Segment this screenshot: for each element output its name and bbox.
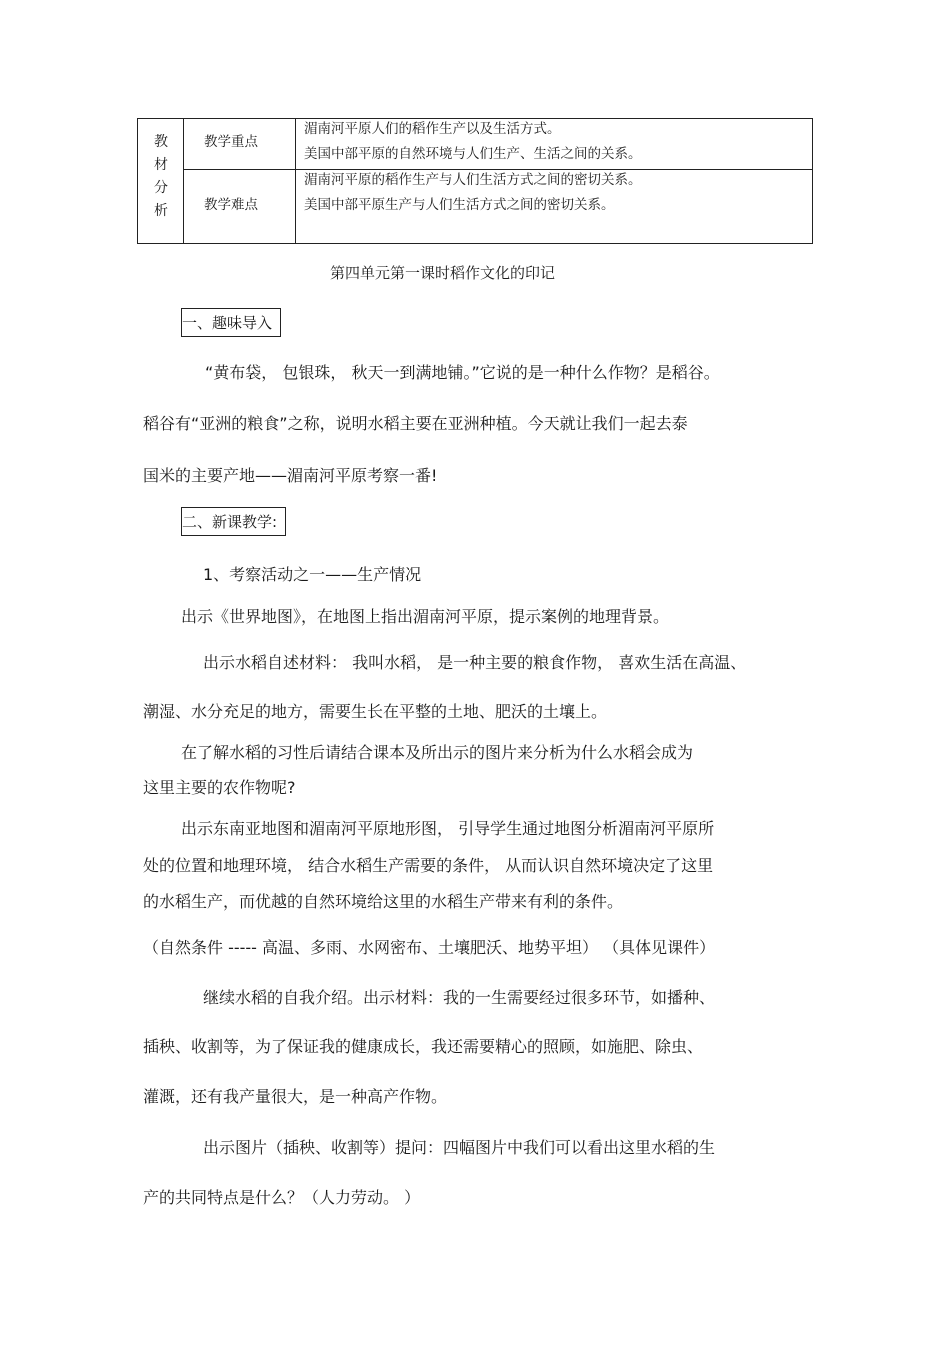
paragraph-line: 出示东南亚地图和湄南河平原地形图， 引导学生通过地图分析湄南河平原所 xyxy=(181,819,715,838)
paragraph-line: 出示图片（插秧、收割等）提问：四幅图片中我们可以看出这里水稻的生 xyxy=(203,1138,716,1157)
paragraph-line: 处的位置和地理环境， 结合水稻生产需要的条件， 从而认识自然环境决定了这里 xyxy=(143,856,714,875)
row-label-difficulty: 教学难点 xyxy=(204,197,258,213)
paragraph-line: 国米的主要产地——湄南河平原考察一番! xyxy=(143,466,438,485)
paragraph-line: 潮湿、水分充足的地方，需要生长在平整的土地、肥沃的土壤上。 xyxy=(143,702,608,721)
paragraph-line: 这里主要的农作物呢? xyxy=(143,778,296,797)
table-side-label xyxy=(146,131,176,223)
row-focus-line-1: 湄南河平原人们的稻作生产以及生活方式。 xyxy=(304,121,561,137)
row-focus-line-2: 美国中部平原的自然环境与人们生产、生活之间的关系。 xyxy=(304,146,642,162)
side-label-char: 分 xyxy=(154,180,168,196)
table-divider xyxy=(295,119,296,243)
paragraph-line: 稻谷有“亚洲的粮食”之称，说明水稻主要在亚洲种植。今天就让我们一起去泰 xyxy=(143,414,688,433)
paragraph-line: 出示《世界地图》，在地图上指出湄南河平原，提示案例的地理背景。 xyxy=(181,607,670,626)
table-divider xyxy=(183,119,184,243)
teaching-analysis-table xyxy=(137,118,813,244)
lesson-title: 第四单元第一课时稻作文化的印记 xyxy=(330,264,556,282)
paragraph-line: 产的共同特点是什么？（人力劳动。 ） xyxy=(143,1188,421,1207)
paragraph-line: 灌溉，还有我产量很大，是一种高产作物。 xyxy=(143,1087,448,1106)
paragraph-line: 的水稻生产，而优越的自然环境给这里的水稻生产带来有利的条件。 xyxy=(143,892,624,911)
paragraph-line: 继续水稻的自我介绍。出示材料：我的一生需要经过很多环节，如播种、 xyxy=(203,988,716,1007)
section-heading-new-lesson: 二、新课教学: xyxy=(181,507,286,536)
row-label-focus: 教学重点 xyxy=(204,134,258,150)
activity-heading: 1、考察活动之一——生产情况 xyxy=(203,565,422,584)
row-difficulty-line-2: 美国中部平原生产与人们生活方式之间的密切关系。 xyxy=(304,197,615,213)
paragraph-line: 在了解水稻的习性后请结合课本及所出示的图片来分析为什么水稻会成为 xyxy=(181,743,694,762)
table-divider xyxy=(183,169,812,170)
section-heading-intro: 一、趣味导入 xyxy=(181,308,281,337)
side-label-char: 材 xyxy=(154,157,168,173)
natural-conditions-note: （自然条件 ----- 高温、多雨、水网密布、土壤肥沃、地势平坦） （具体见课件） xyxy=(143,938,716,957)
paragraph-line: 插秧、收割等，为了保证我的健康成长，我还需要精心的照顾，如施肥、除虫、 xyxy=(143,1037,704,1056)
side-label-char: 析 xyxy=(154,203,168,219)
paragraph-line: 出示水稻自述材料： 我叫水稻， 是一种主要的粮食作物， 喜欢生活在高温、 xyxy=(203,653,747,672)
paragraph-line: “黄布袋， 包银珠， 秋天一到满地铺。”它说的是一种什么作物？是稻谷。 xyxy=(205,363,720,382)
side-label-char: 教 xyxy=(154,134,168,150)
row-difficulty-line-1: 湄南河平原的稻作生产与人们生活方式之间的密切关系。 xyxy=(304,172,642,188)
